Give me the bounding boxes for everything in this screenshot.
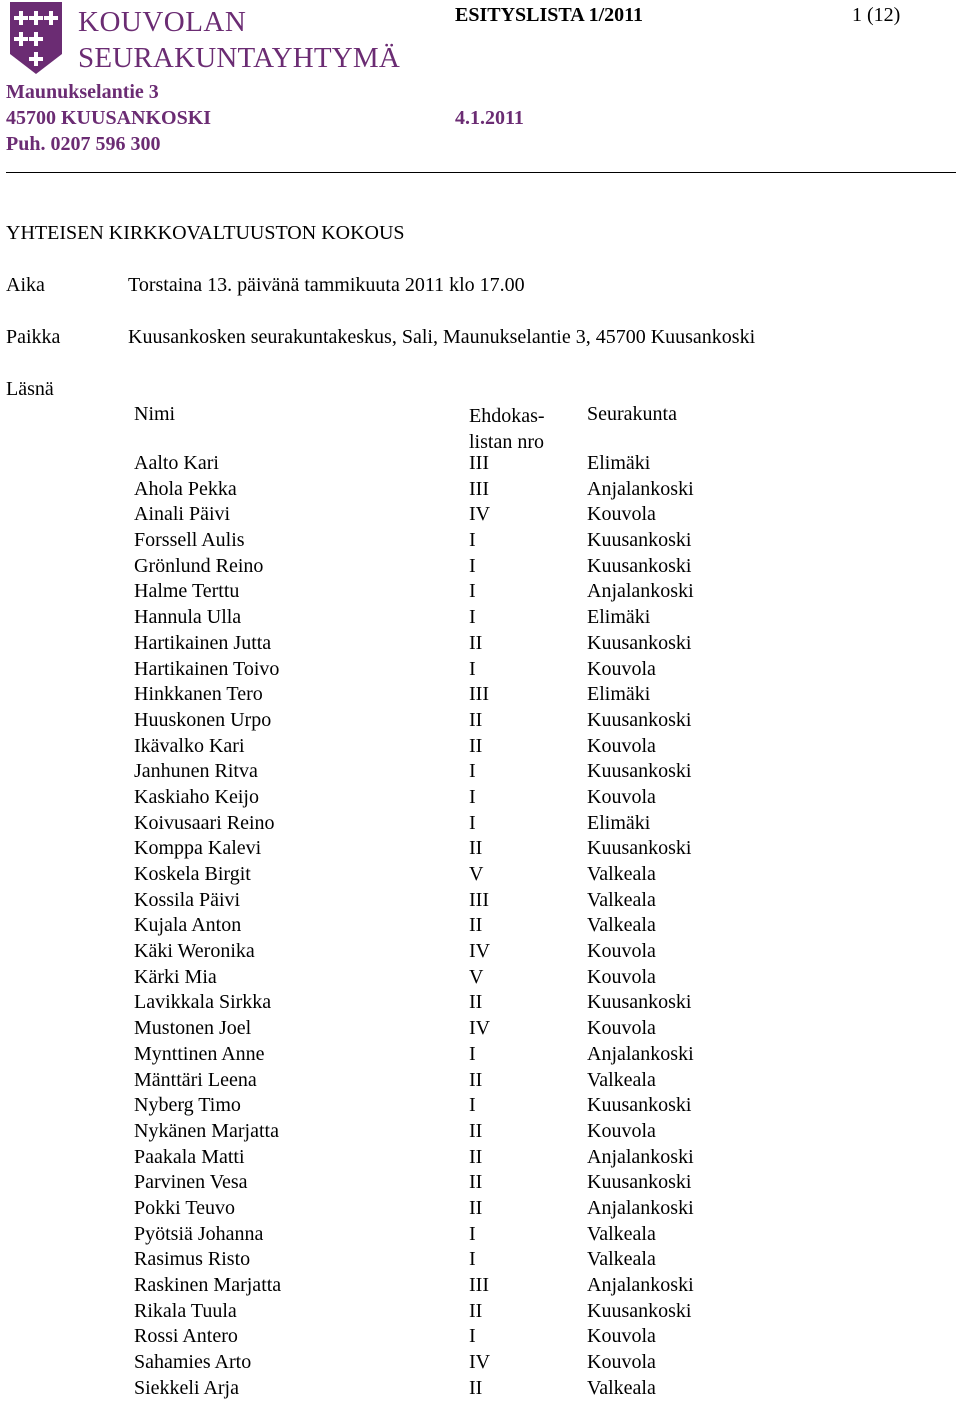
parish-name: Kouvola bbox=[587, 1017, 656, 1040]
member-name: Mustonen Joel bbox=[134, 1017, 252, 1040]
parish-name: Anjalankoski bbox=[587, 580, 694, 603]
member-name: Janhunen Ritva bbox=[134, 760, 258, 783]
list-number: III bbox=[469, 477, 489, 500]
list-number: III bbox=[469, 1274, 489, 1296]
table-row bbox=[0, 940, 960, 966]
table-row bbox=[0, 1017, 960, 1043]
attendance-list bbox=[0, 452, 960, 1402]
parish-name: Kouvola bbox=[587, 657, 656, 680]
member-name: Pyötsiä Johanna bbox=[134, 1222, 264, 1245]
list-number: II bbox=[469, 1119, 483, 1142]
table-row bbox=[0, 555, 960, 581]
list-number: IV bbox=[469, 1351, 491, 1374]
member-name: Hannula Ulla bbox=[134, 606, 242, 629]
table-row bbox=[0, 1377, 960, 1403]
list-number: I bbox=[469, 1248, 476, 1271]
list-number: I bbox=[469, 529, 476, 552]
parish-name: Kouvola bbox=[587, 734, 656, 757]
member-name: Sahamies Arto bbox=[134, 1351, 252, 1374]
member-name: Ikävalko Kari bbox=[134, 734, 245, 757]
table-row bbox=[0, 914, 960, 940]
parish-name: Anjalankoski bbox=[587, 1196, 694, 1219]
table-row bbox=[0, 1069, 960, 1095]
parish-name: Kuusankoski bbox=[587, 1299, 692, 1322]
list-number: V bbox=[469, 965, 484, 988]
table-row bbox=[0, 1325, 960, 1351]
list-number: II bbox=[469, 914, 483, 937]
logo-text-line2: SEURAKUNTAYHTYMÄ bbox=[78, 42, 401, 74]
list-number: II bbox=[469, 1376, 483, 1399]
logo-text-line1: KOUVOLAN bbox=[78, 6, 247, 38]
list-number: IV bbox=[469, 503, 491, 526]
parish-name: Valkeala bbox=[587, 888, 656, 911]
list-number: II bbox=[469, 1145, 483, 1168]
phone-number: Puh. 0207 596 300 bbox=[6, 133, 161, 155]
member-name: Rossi Antero bbox=[134, 1325, 238, 1348]
table-row bbox=[0, 812, 960, 838]
address-postal: 45700 KUUSANKOSKI bbox=[6, 107, 212, 129]
time-label: Aika bbox=[6, 274, 45, 296]
member-name: Halme Terttu bbox=[134, 580, 240, 603]
member-name: Rikala Tuula bbox=[134, 1299, 237, 1322]
parish-name: Kouvola bbox=[587, 1119, 656, 1142]
list-number: IV bbox=[469, 1017, 491, 1040]
table-row bbox=[0, 1120, 960, 1146]
table-row bbox=[0, 503, 960, 529]
table-row bbox=[0, 709, 960, 735]
member-name: Huuskonen Urpo bbox=[134, 708, 272, 731]
parish-name: Kouvola bbox=[587, 940, 656, 963]
parish-name: Elimäki bbox=[587, 606, 651, 629]
parish-name: Elimäki bbox=[587, 683, 651, 706]
member-name: Nyberg Timo bbox=[134, 1094, 241, 1117]
list-number: II bbox=[469, 837, 483, 860]
list-number: I bbox=[469, 1042, 476, 1065]
member-name: Hartikainen Jutta bbox=[134, 631, 272, 654]
table-row bbox=[0, 606, 960, 632]
member-name: Hartikainen Toivo bbox=[134, 657, 280, 680]
member-name: Aalto Kari bbox=[134, 452, 219, 474]
column-header-list-line2: listan nro bbox=[469, 431, 544, 453]
document-date: 4.1.2011 bbox=[455, 107, 524, 129]
parish-name: Valkeala bbox=[587, 1222, 656, 1245]
member-name: Koskela Birgit bbox=[134, 863, 251, 885]
member-name: Hinkkanen Tero bbox=[134, 683, 263, 706]
list-number: I bbox=[469, 1094, 476, 1117]
page-number: 1 (12) bbox=[852, 4, 901, 26]
member-name: Mynttinen Anne bbox=[134, 1042, 265, 1065]
parish-name: Elimäki bbox=[587, 452, 651, 474]
parish-name: Anjalankoski bbox=[587, 477, 694, 500]
meeting-title: YHTEISEN KIRKKOVALTUUSTON KOKOUS bbox=[6, 222, 405, 244]
parish-name: Kouvola bbox=[587, 785, 656, 808]
list-number: I bbox=[469, 1222, 476, 1245]
list-number: II bbox=[469, 708, 483, 731]
member-name: Paakala Matti bbox=[134, 1145, 245, 1168]
member-name: Pokki Teuvo bbox=[134, 1196, 236, 1219]
list-number: I bbox=[469, 606, 476, 629]
header-divider bbox=[6, 172, 956, 173]
table-row bbox=[0, 658, 960, 684]
parish-name: Valkeala bbox=[587, 863, 656, 885]
parish-name: Valkeala bbox=[587, 1376, 656, 1399]
parish-name: Kuusankoski bbox=[587, 1171, 692, 1194]
table-row bbox=[0, 1043, 960, 1069]
column-header-list-line1: Ehdokas- bbox=[469, 405, 545, 427]
column-header-list-number bbox=[469, 403, 545, 455]
place-value: Kuusankosken seurakuntakeskus, Sali, Maunukselantie 3, 45700 Kuusankoski bbox=[128, 326, 756, 348]
table-row bbox=[0, 580, 960, 606]
member-name: Siekkeli Arja bbox=[134, 1376, 239, 1399]
list-number: I bbox=[469, 811, 476, 834]
parish-name: Anjalankoski bbox=[587, 1145, 694, 1168]
table-row bbox=[0, 632, 960, 658]
table-row bbox=[0, 452, 960, 478]
parish-name: Anjalankoski bbox=[587, 1042, 694, 1065]
parish-name: Elimäki bbox=[587, 811, 651, 834]
table-row bbox=[0, 760, 960, 786]
list-number: I bbox=[469, 1325, 476, 1348]
parish-name: Kouvola bbox=[587, 1325, 656, 1348]
list-number: I bbox=[469, 580, 476, 603]
place-label: Paikka bbox=[6, 326, 61, 348]
member-name: Kossila Päivi bbox=[134, 888, 241, 911]
member-name: Grönlund Reino bbox=[134, 554, 264, 577]
list-number: I bbox=[469, 785, 476, 808]
parish-name: Kouvola bbox=[587, 503, 656, 526]
list-number: II bbox=[469, 1299, 483, 1322]
table-row bbox=[0, 529, 960, 555]
list-number: I bbox=[469, 657, 476, 680]
address-street: Maunukselantie 3 bbox=[6, 81, 159, 103]
table-row bbox=[0, 1094, 960, 1120]
member-name: Käki Weronika bbox=[134, 940, 255, 963]
parish-name: Valkeala bbox=[587, 914, 656, 937]
parish-name: Anjalankoski bbox=[587, 1274, 694, 1296]
column-header-name: Nimi bbox=[134, 403, 176, 425]
member-name: Nykänen Marjatta bbox=[134, 1119, 279, 1142]
parish-name: Kuusankoski bbox=[587, 837, 692, 860]
list-number: III bbox=[469, 888, 489, 911]
table-row bbox=[0, 478, 960, 504]
member-name: Ahola Pekka bbox=[134, 477, 237, 500]
list-number: V bbox=[469, 863, 484, 885]
member-name: Kaskiaho Keijo bbox=[134, 785, 259, 808]
table-row bbox=[0, 683, 960, 709]
time-value: Torstaina 13. päivänä tammikuuta 2011 klo 17.00 bbox=[128, 274, 525, 296]
member-name: Kujala Anton bbox=[134, 914, 242, 937]
table-row bbox=[0, 966, 960, 992]
member-name: Rasimus Risto bbox=[134, 1248, 251, 1271]
parish-name: Kuusankoski bbox=[587, 631, 692, 654]
member-name: Parvinen Vesa bbox=[134, 1171, 248, 1194]
parish-name: Kouvola bbox=[587, 965, 656, 988]
table-row bbox=[0, 1146, 960, 1172]
list-number: I bbox=[469, 760, 476, 783]
member-name: Ainali Päivi bbox=[134, 503, 231, 526]
table-row bbox=[0, 1300, 960, 1326]
member-name: Mänttäri Leena bbox=[134, 1068, 257, 1091]
parish-name: Kuusankoski bbox=[587, 760, 692, 783]
table-row bbox=[0, 863, 960, 889]
member-name: Koivusaari Reino bbox=[134, 811, 275, 834]
parish-name: Kuusankoski bbox=[587, 708, 692, 731]
parish-name: Kouvola bbox=[587, 1351, 656, 1374]
table-row bbox=[0, 1351, 960, 1377]
member-name: Kärki Mia bbox=[134, 965, 217, 988]
list-number: II bbox=[469, 1068, 483, 1091]
list-number: II bbox=[469, 1171, 483, 1194]
member-name: Komppa Kalevi bbox=[134, 837, 262, 860]
list-number: II bbox=[469, 1196, 483, 1219]
parish-name: Kuusankoski bbox=[587, 1094, 692, 1117]
list-number: II bbox=[469, 734, 483, 757]
document-title: ESITYSLISTA 1/2011 bbox=[455, 4, 644, 26]
present-label: Läsnä bbox=[6, 378, 54, 400]
list-number: III bbox=[469, 683, 489, 706]
organization-logo bbox=[6, 2, 426, 80]
column-header-parish: Seurakunta bbox=[587, 403, 677, 425]
list-number: II bbox=[469, 631, 483, 654]
parish-name: Kuusankoski bbox=[587, 529, 692, 552]
parish-name: Kuusankoski bbox=[587, 991, 692, 1014]
parish-name: Valkeala bbox=[587, 1248, 656, 1271]
table-row bbox=[0, 786, 960, 812]
table-row bbox=[0, 1274, 960, 1300]
table-row bbox=[0, 735, 960, 761]
member-name: Forssell Aulis bbox=[134, 529, 245, 552]
list-number: IV bbox=[469, 940, 491, 963]
list-number: I bbox=[469, 554, 476, 577]
table-row bbox=[0, 1197, 960, 1223]
cross-emblem-icon bbox=[6, 2, 66, 74]
table-row bbox=[0, 837, 960, 863]
parish-name: Valkeala bbox=[587, 1068, 656, 1091]
member-name: Lavikkala Sirkka bbox=[134, 991, 272, 1014]
table-row bbox=[0, 889, 960, 915]
member-name: Raskinen Marjatta bbox=[134, 1274, 282, 1296]
list-number: II bbox=[469, 991, 483, 1014]
table-row bbox=[0, 991, 960, 1017]
table-row bbox=[0, 1248, 960, 1274]
table-row bbox=[0, 1171, 960, 1197]
table-row bbox=[0, 1223, 960, 1249]
list-number: III bbox=[469, 452, 489, 474]
parish-name: Kuusankoski bbox=[587, 554, 692, 577]
